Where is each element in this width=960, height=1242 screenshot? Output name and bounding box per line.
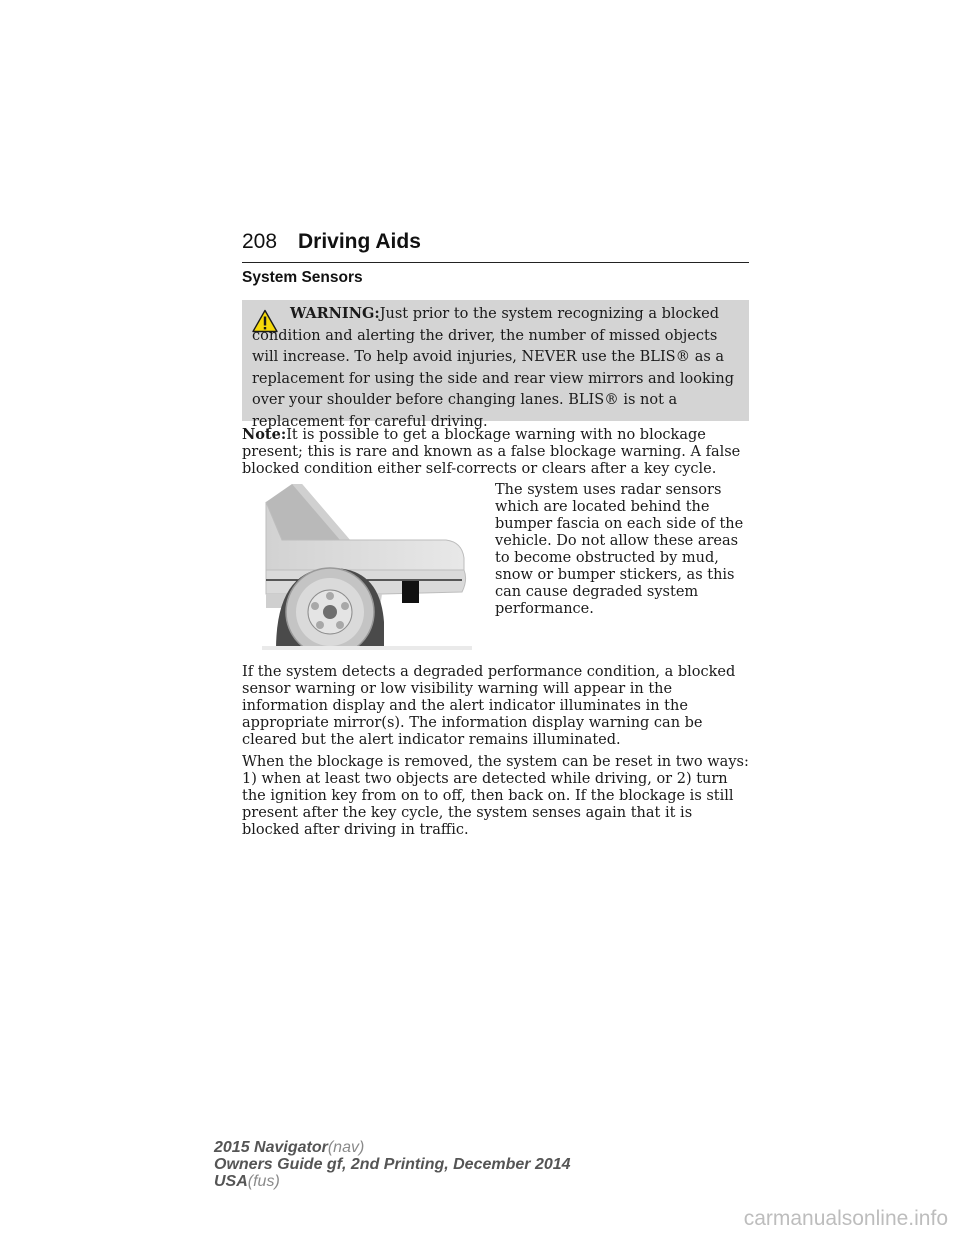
note-paragraph xyxy=(242,426,752,478)
page-header xyxy=(242,228,749,263)
warning-label: WARNING: xyxy=(290,305,380,322)
page-number: 208 xyxy=(242,230,278,253)
footer-guide: Owners Guide gf, 2nd Printing, December 2014 xyxy=(214,1156,571,1173)
footer-market-code: (fus) xyxy=(247,1173,280,1190)
reset-paragraph: When the blockage is removed, the system can be reset in two ways: 1) when at least two objects are detected while driving, or 2) turn the ignition key from on to off, then back on. If the blockage is still present after the key cycle, the system senses again that it is blocked after driving in traffic. xyxy=(242,754,749,838)
warning-text xyxy=(252,303,742,433)
footer-market: USA xyxy=(214,1173,248,1190)
warning-box xyxy=(242,300,749,430)
section-heading: System Sensors xyxy=(242,269,363,286)
page-footer xyxy=(214,1139,571,1190)
vehicle-rear-bumper-sensor-icon xyxy=(262,482,472,650)
site-watermark: carmanualsonline.info xyxy=(743,1207,948,1230)
footer-model-code: (nav) xyxy=(327,1139,365,1156)
note-body: It is possible to get a blockage warning with no blockage present; this is rare and known as a false blockage warning. A false blocked condition either self-corrects or clears after a key cycle. xyxy=(242,427,741,477)
degraded-performance-paragraph: If the system detects a degraded performance condition, a blocked sensor warning or low visibility warning will appear in the information display and the alert indicator illuminates in the appropriate mirror(s). The information display warning can be cleared but the alert indicator remains illuminated. xyxy=(242,664,736,748)
note-label: Note: xyxy=(242,426,287,443)
chapter-title: Driving Aids xyxy=(298,230,421,253)
radar-sensors-paragraph: The system uses radar sensors which are located behind the bumper fascia on each side of the vehicle. Do not allow these areas to become obstructed by mud, snow or bumper stickers, as this can cause degraded system performance. xyxy=(495,482,744,617)
footer-model: 2015 Navigator xyxy=(214,1139,328,1156)
warning-body: Just prior to the system recognizing a blocked condition and alerting the driver, the number of missed objects will increase. To help avoid injuries, NEVER use the BLIS® as a replacement for using the side and rear view mirrors and looking over your shoulder before changing lanes. BLIS® is not a replacement for careful driving. xyxy=(252,306,735,430)
